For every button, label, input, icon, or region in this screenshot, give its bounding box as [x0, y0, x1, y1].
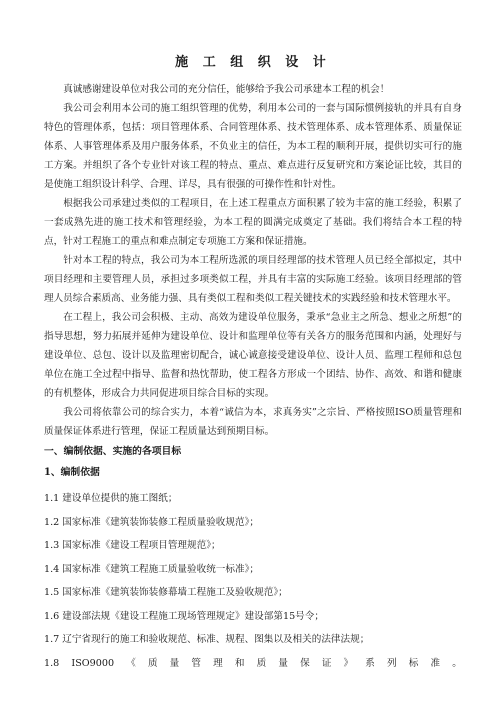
spread-part: 质	[256, 657, 267, 669]
list-item: 1.2 国家标准《建筑装饰装修工程质量验收规范》；	[44, 516, 259, 528]
spread-part: 和	[234, 657, 245, 669]
list-item: 1.1 建设单位提供的施工图纸；	[44, 493, 178, 504]
quality-paragraph: 我公司将依靠公司的综合实力，本着“诚信为本，求真务实”之宗旨、严格按照ISO质量管理和质量保证体系进行管理，保证工程质量达到预期目标。	[44, 407, 462, 437]
spread-part: 准	[430, 657, 441, 669]
experience-paragraph: 根据我公司承建过类似的工程项目，在上述工程重点方面积累了较为丰富的施工经验，积累了一套成熟先进的施工技术和管理经验，为本工程的圆满完成奠定了基础。我们将结合本工程的特点，针对工程施工的重点和难点制定专项施工方案和保证措施。	[44, 198, 462, 247]
staff-paragraph: 针对本工程的特点，我公司为本工程所选派的项目经理部的技术管理人员已经全部拟定，其中项目经理和主要管理人员，承担过多项类似工程，并具有丰富的实际施工经验。该项目经理部的管理人员综合素质高、业务能力强、具有类似工程和类似工程关键技术的实践经验和技术管理水平。	[44, 255, 462, 304]
spread-part: ISO9000	[71, 657, 115, 669]
management-paragraph: 我公司会利用本公司的施工组织管理的优势，利用本公司的一套与国际惯例接轨的并具有自身特色的管理体系，包括：项目管理体系、合同管理体系、技术管理体系、成本管理体系、质量保证体系、人事管理体系及用户服务体系，不负业主的信任，为本工程的顺利开展，提供切实可行的施工方案。并组织了各个专业针对该工程的特点、重点、难点进行反复研究和方案论证比较，其目的是使施工组织设计科学、合理、详尽，具有很强的可操作性和针对性。	[44, 103, 462, 190]
list-item: 1.7 辽宁省现行的施工和验收规范、标准、规程、图集以及相关的法律法规；	[44, 634, 370, 645]
spread-part: 管	[191, 657, 201, 669]
document-title: 施 工 组 织 设 计	[175, 55, 331, 70]
basis-list	[44, 487, 462, 675]
spread-part: 标	[408, 657, 419, 669]
spread-part: 理	[213, 657, 223, 669]
spread-part: 。	[452, 657, 462, 669]
list-item: 1.3 国家标准《建设工程项目管理规范》；	[44, 540, 221, 551]
spread-part: 量	[278, 657, 288, 669]
spread-part: 列	[387, 657, 397, 669]
spread-part: 证	[321, 657, 332, 669]
spread-part: 1.8	[44, 657, 60, 669]
spread-part: 质	[147, 657, 158, 669]
subsection-heading: 1、编制依据	[44, 467, 100, 478]
spread-part: 》	[343, 657, 354, 669]
list-item: 1.5 国家标准《建筑装饰装修幕墙工程施工及验收规范》；	[44, 587, 288, 598]
list-item: 1.4 国家标准《建筑工程施工质量验收统一标准》；	[44, 563, 259, 575]
intro-paragraph: 真诚感谢建设单位对我公司的充分信任，能够给予我公司承建本工程的机会！	[63, 84, 390, 95]
spread-part: 系	[365, 657, 375, 669]
list-item-iso9000	[44, 652, 462, 676]
section-heading: 一、编制依据、实施的各项目标	[44, 446, 182, 457]
spread-part: 保	[300, 657, 310, 669]
spread-part: 量	[169, 657, 180, 669]
service-paragraph: 在工程上，我公司会积极、主动、高效为建设单位服务，秉承“急业主之所急、想业之所想”的指导思想，努力拓展并延伸为建设单位、设计和监理单位等有关各方的服务范围和内涵，处理好与建设单位、总包、设计以及监理密切配合，诚心诚意接受建设单位、设计人员、监理工程师和总包单位在施工全过程中指导、监督和热忱帮助，使工程各方形成一个团结、协作、高效、和谐和健康的有机整体，形成合力共同促进项目综合目标的实现。	[44, 312, 462, 399]
spread-part: 《	[126, 657, 136, 669]
list-item: 1.6 建设部法规《建设工程施工现场管理规定》建设部第15号令；	[44, 610, 324, 622]
